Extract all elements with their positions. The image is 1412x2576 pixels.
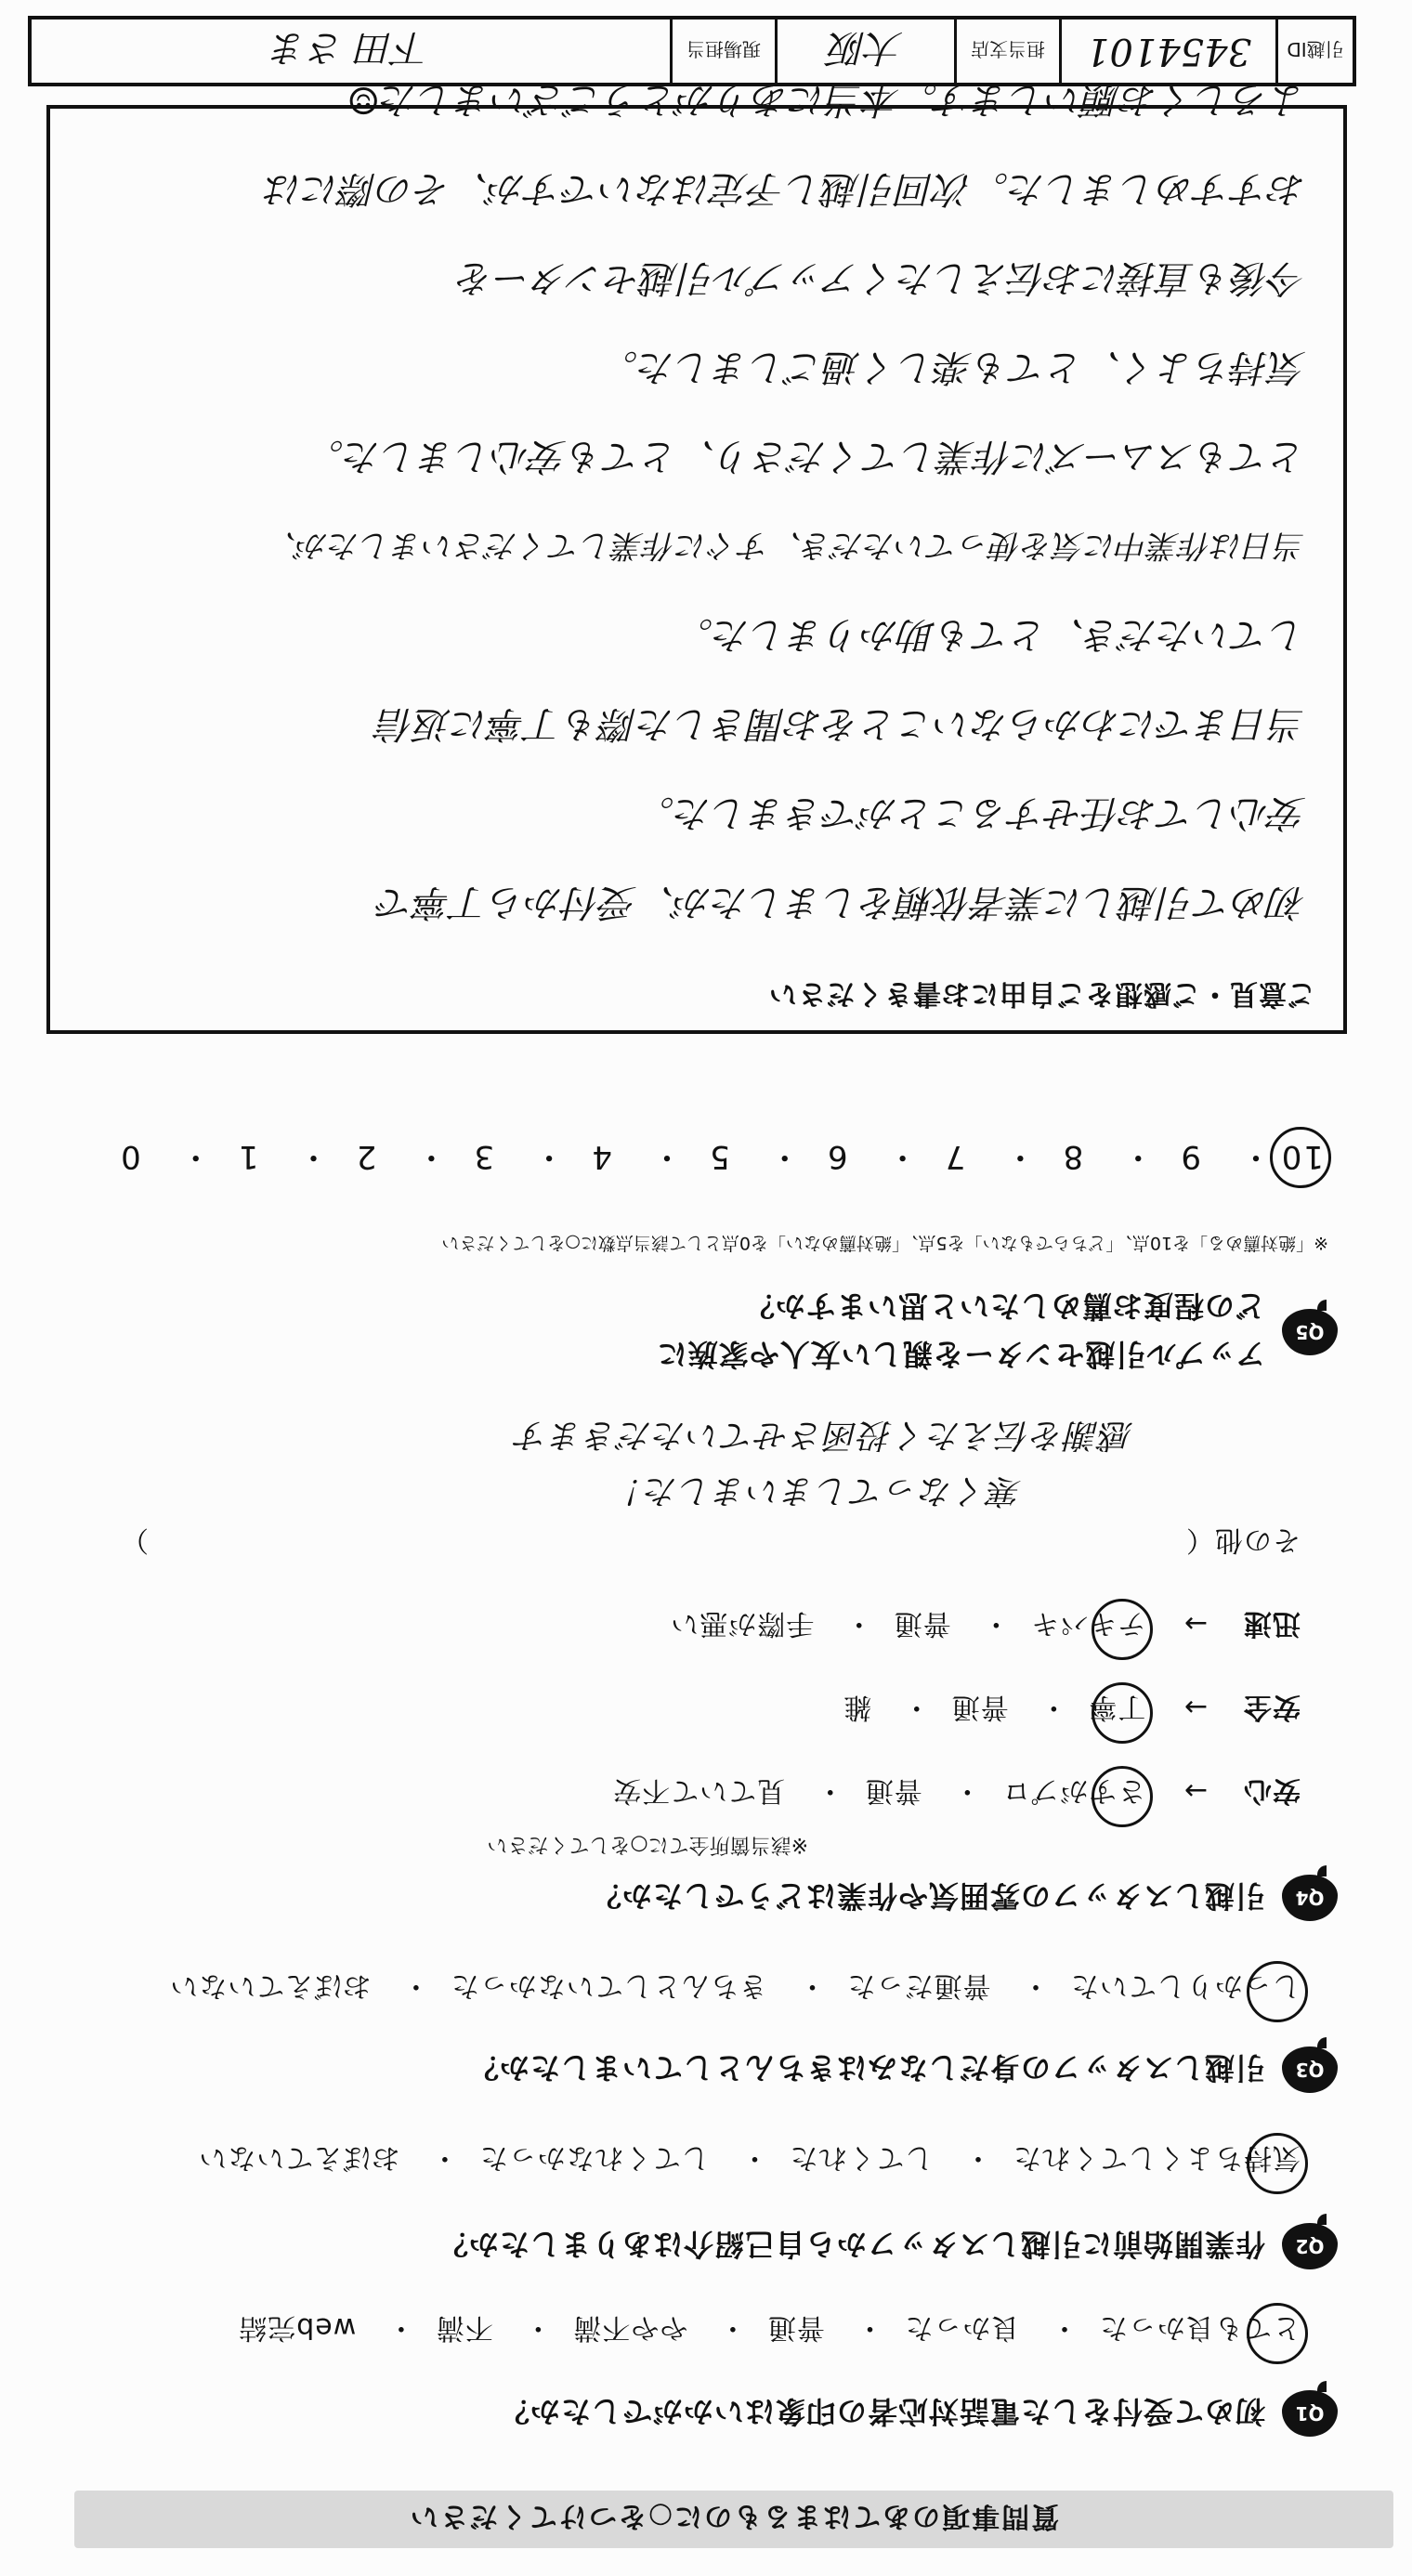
instruction-banner bbox=[74, 2491, 1393, 2548]
q3-option[interactable]: きちんとしていなかった bbox=[450, 1969, 767, 2002]
q4-row-label: 迅速 bbox=[1243, 1607, 1301, 1640]
q4-row-anzen: 安全→ 丁寧・ 普通・ 雑 bbox=[843, 1690, 1301, 1731]
question-2 bbox=[438, 2223, 1338, 2269]
q5-score[interactable]: 0 bbox=[119, 1138, 141, 1175]
comment-line: 今後も直接にお伝えしたくアップル引越センターを bbox=[457, 256, 1306, 299]
q5-scale: 10・ 9・ 8・ 7・ 6・ 5・ 4・ 3・ 2・ 1・ 0 bbox=[114, 1137, 1324, 1183]
question-5 bbox=[657, 1287, 1338, 1378]
q3-badge: Q3 bbox=[1282, 2046, 1338, 2093]
q1-option[interactable]: web完結 bbox=[238, 2311, 357, 2344]
q5-text-line2: どの程度お薦めしたいと思いますか？ bbox=[743, 1288, 1265, 1324]
q5-text-line1: アップル引越センターを親しい友人や家族に bbox=[656, 1337, 1265, 1372]
q5-score[interactable]: 5 bbox=[708, 1138, 730, 1175]
q3-text: 引越しスタッフの身だしなみはきちんとしていましたか？ bbox=[467, 2050, 1265, 2086]
q2-badge: Q2 bbox=[1282, 2223, 1338, 2269]
q2-text: 作業開始前に引越しスタッフから自己紹介はありましたか？ bbox=[437, 2227, 1265, 2262]
comment-text bbox=[71, 55, 1306, 947]
q4-option[interactable]: 見ていて不安 bbox=[612, 1774, 786, 1807]
q5-score[interactable]: 4 bbox=[590, 1138, 612, 1175]
q4-row-label: 安全 bbox=[1243, 1691, 1301, 1723]
q1-options: とても良かった・ 良かった・ 普通・ やや不満・ 不満・ web完結 bbox=[238, 2310, 1301, 2351]
q4-other-handwritten-1: 寒くなってしまいました！ bbox=[608, 1471, 1022, 1510]
q4-note: ※該当箇所全てに○をしてください bbox=[487, 1833, 808, 1856]
id-label: 引越ID bbox=[1275, 20, 1353, 83]
instruction-text: 質問事項のあてはまるものに○をつけてください bbox=[408, 2500, 1060, 2532]
q2-option[interactable]: してくれなかった bbox=[478, 2141, 710, 2174]
comment-line: とてもスムーズに作業してくださり、とても安心しました。 bbox=[307, 435, 1306, 477]
q4-text: 引越しスタッフの雰囲気や作業はどうでしたか？ bbox=[590, 1878, 1265, 1914]
q4-option[interactable]: 雑 bbox=[843, 1691, 872, 1723]
q5-score[interactable]: 3 bbox=[472, 1138, 495, 1175]
q4-other-close: ） bbox=[120, 1523, 149, 1556]
id-value: 3454101 bbox=[1059, 20, 1275, 83]
q4-option[interactable]: 手際が悪い bbox=[670, 1607, 815, 1640]
q5-score[interactable]: 9 bbox=[1179, 1138, 1202, 1175]
q4-option[interactable]: さすがプロ bbox=[1001, 1773, 1145, 1814]
q5-badge: Q5 bbox=[1282, 1309, 1338, 1355]
branch-label: 担当支店 bbox=[954, 20, 1059, 83]
q5-score[interactable]: 7 bbox=[943, 1138, 966, 1175]
q1-text: 初めて受付をした電話対応者の印象はいかがでしたか？ bbox=[498, 2394, 1265, 2429]
q4-row-anshin: 安心→ さすがプロ・ 普通・ 見ていて不安 bbox=[612, 1773, 1301, 1814]
q4-option[interactable]: 普通 bbox=[950, 1691, 1009, 1723]
question-3 bbox=[468, 2046, 1338, 2093]
comment-line: おすすめしました。次回引越し予定はないですが、その際には bbox=[265, 167, 1306, 210]
q3-option[interactable]: 普通だった bbox=[846, 1969, 991, 2002]
q4-badge: Q4 bbox=[1282, 1875, 1338, 1921]
q2-option[interactable]: 気持ちよくしてくれた bbox=[1013, 2140, 1301, 2181]
comment-box[interactable] bbox=[46, 78, 1347, 1034]
q5-score[interactable]: 6 bbox=[825, 1138, 848, 1175]
q3-options: しっかりしていた・ 普通だった・ きちんとしていなかった・ おぼえていない bbox=[169, 1968, 1301, 2009]
question-1 bbox=[499, 2390, 1338, 2437]
question-4 bbox=[591, 1875, 1338, 1921]
q1-option[interactable]: 良かった bbox=[904, 2311, 1020, 2344]
q4-other-label: その他（ bbox=[1185, 1523, 1301, 1556]
q4-option[interactable]: 普通 bbox=[864, 1774, 922, 1807]
q3-option[interactable]: おぼえていない bbox=[169, 1969, 372, 2002]
comment-line: 当日までにわからないことをお聞きした際も丁寧に返信 bbox=[377, 702, 1306, 745]
comment-line: 初めて引越しに業者依頼をしましたが、受付から丁寧で bbox=[377, 881, 1306, 923]
q5-score[interactable]: 2 bbox=[354, 1138, 377, 1175]
q2-option[interactable]: してくれた bbox=[789, 2141, 934, 2174]
q5-note: ※「絶対薦める」を10点、「どちらでもない」を5点、「絶対薦めない」を0点として該当点数に○をしてください bbox=[441, 1233, 1328, 1253]
info-table bbox=[28, 16, 1356, 86]
q2-option[interactable]: おぼえていない bbox=[198, 2141, 400, 2174]
q4-option[interactable]: 丁寧 bbox=[1088, 1690, 1145, 1731]
q5-score[interactable]: 1 bbox=[236, 1138, 259, 1175]
comment-line: していただき、とても助かりました。 bbox=[675, 613, 1306, 656]
leader-value: 下田 さま bbox=[270, 26, 431, 70]
comment-line: よろしくお願いします。本当にありがとうございました☺ bbox=[346, 78, 1306, 121]
q4-row-jinsoku: 迅速→ テキパキ・ 普通・ 手際が悪い bbox=[670, 1606, 1301, 1647]
q1-badge: Q1 bbox=[1282, 2390, 1338, 2437]
q1-option[interactable]: 普通 bbox=[766, 2311, 825, 2344]
q4-other-handwritten-2: 感謝を伝えたく投函させていただきます bbox=[514, 1416, 1133, 1454]
q5-score[interactable]: 8 bbox=[1061, 1138, 1084, 1175]
comment-title: ご意見・ご感想をご自由にお書きください bbox=[768, 977, 1315, 1010]
q4-other bbox=[93, 1523, 1301, 1563]
comment-line: 気持ちよく、とても楽しく過ごしました。 bbox=[600, 346, 1306, 388]
branch-value: 大阪 bbox=[775, 20, 954, 83]
leader-label: 現場担当 bbox=[670, 20, 775, 83]
q4-option[interactable]: テキパキ bbox=[1030, 1606, 1145, 1647]
q3-option[interactable]: しっかりしていた bbox=[1070, 1968, 1301, 2009]
comment-line: 安心してお任せすることができました。 bbox=[637, 791, 1306, 834]
q1-option[interactable]: やや不満 bbox=[572, 2311, 688, 2344]
q4-option[interactable]: 普通 bbox=[893, 1607, 951, 1640]
q2-options: 気持ちよくしてくれた・ してくれた・ してくれなかった・ おぼえていない bbox=[198, 2140, 1301, 2181]
q4-row-label: 安心 bbox=[1243, 1774, 1301, 1807]
q1-option[interactable]: とても良かった bbox=[1099, 2310, 1301, 2351]
comment-line: 当日は作業中に気を使っていただき、すぐに作業してくださいましたが、 bbox=[265, 527, 1306, 564]
q1-option[interactable]: 不満 bbox=[435, 2311, 493, 2344]
q5-score[interactable]: 10 bbox=[1279, 1138, 1324, 1175]
